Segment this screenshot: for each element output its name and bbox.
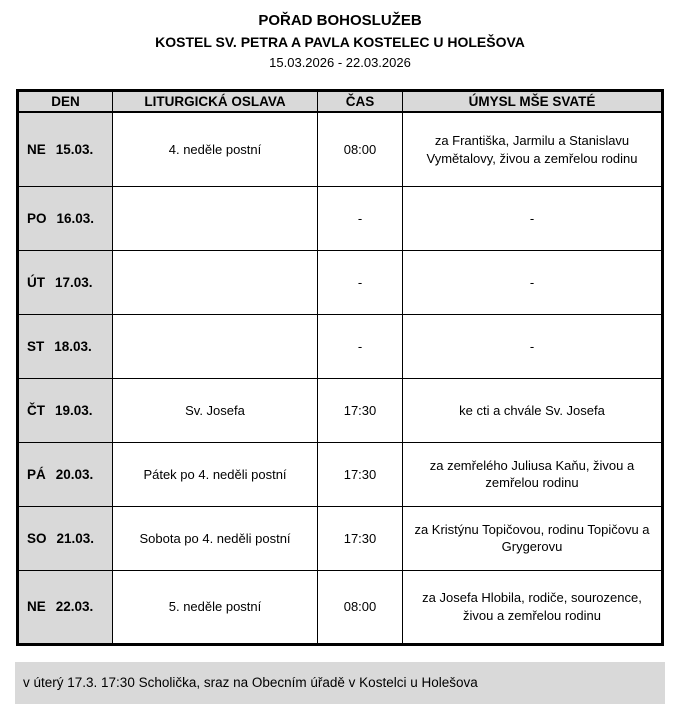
day-date: 17.03. <box>55 274 93 290</box>
day-date: 21.03. <box>56 530 95 546</box>
celebration-cell <box>113 250 318 314</box>
day-cell <box>18 378 113 442</box>
celebration-cell: Pátek po 4. neděli postní <box>113 442 318 506</box>
table-row <box>18 112 663 186</box>
day-abbrev: ÚT <box>27 274 45 290</box>
time-cell: 08:00 <box>318 112 403 186</box>
table-row <box>18 186 663 250</box>
day-abbrev: NE <box>27 142 46 158</box>
day-date: 19.03. <box>55 402 93 418</box>
table-row <box>18 314 663 378</box>
intention-cell: za Františka, Jarmilu a Stanislavu Vymětalovy, živou a zemřelou rodinu <box>403 112 663 186</box>
time-cell: 17:30 <box>318 442 403 506</box>
church-name: KOSTEL SV. PETRA A PAVLA KOSTELEC U HOLEŠOVA <box>155 33 525 50</box>
table-row <box>18 378 663 442</box>
celebration-cell: Sobota po 4. neděli postní <box>113 506 318 570</box>
celebration-cell <box>113 314 318 378</box>
page-title: POŘAD BOHOSLUŽEB <box>258 12 422 29</box>
footer-note <box>15 662 665 704</box>
table-row <box>18 442 663 506</box>
column-header-day: DEN <box>18 90 113 112</box>
intention-cell: ke cti a chvále Sv. Josefa <box>403 378 663 442</box>
schedule-table <box>16 89 664 646</box>
day-date: 18.03. <box>54 338 92 354</box>
day-abbrev: PO <box>27 210 47 226</box>
day-cell <box>18 570 113 644</box>
table-row <box>18 250 663 314</box>
day-cell <box>18 250 113 314</box>
footer-note-text: v úterý 17.3. 17:30 Scholička, sraz na Obecním úřadě v Kostelci u Holešova <box>23 675 478 691</box>
time-cell: - <box>318 250 403 314</box>
celebration-cell <box>113 186 318 250</box>
celebration-cell: 4. neděle postní <box>113 112 318 186</box>
document-header <box>0 10 680 73</box>
intention-cell: za Josefa Hlobila, rodiče, sourozence, živou a zemřelou rodinu <box>403 570 663 644</box>
time-cell: 08:00 <box>318 570 403 644</box>
column-header-time: ČAS <box>318 90 403 112</box>
intention-cell: za zemřelého Juliusa Kaňu, živou a zemřelou rodinu <box>403 442 663 506</box>
day-date: 22.03. <box>55 599 94 615</box>
table-header-row <box>18 90 663 112</box>
day-date: 16.03. <box>56 210 95 226</box>
day-date: 15.03. <box>55 142 94 158</box>
time-cell: - <box>318 186 403 250</box>
day-cell <box>18 186 113 250</box>
day-date: 20.03. <box>55 466 94 482</box>
day-cell <box>18 112 113 186</box>
day-abbrev: NE <box>27 599 46 615</box>
column-header-intention: ÚMYSL MŠE SVATÉ <box>403 90 663 112</box>
day-cell <box>18 314 113 378</box>
day-abbrev: PÁ <box>27 466 46 482</box>
intention-cell: - <box>403 250 663 314</box>
day-abbrev: SO <box>27 530 47 546</box>
day-abbrev: ČT <box>27 402 45 418</box>
time-cell: 17:30 <box>318 378 403 442</box>
day-cell <box>18 506 113 570</box>
day-abbrev: ST <box>27 338 45 354</box>
column-header-celebration: LITURGICKÁ OSLAVA <box>113 90 318 112</box>
date-range: 15.03.2026 - 22.03.2026 <box>269 55 411 71</box>
day-cell <box>18 442 113 506</box>
time-cell: - <box>318 314 403 378</box>
intention-cell: za Kristýnu Topičovou, rodinu Topičovu a Grygerovu <box>403 506 663 570</box>
intention-cell: - <box>403 186 663 250</box>
table-row <box>18 570 663 644</box>
time-cell: 17:30 <box>318 506 403 570</box>
celebration-cell: 5. neděle postní <box>113 570 318 644</box>
table-row <box>18 506 663 570</box>
celebration-cell: Sv. Josefa <box>113 378 318 442</box>
intention-cell: - <box>403 314 663 378</box>
